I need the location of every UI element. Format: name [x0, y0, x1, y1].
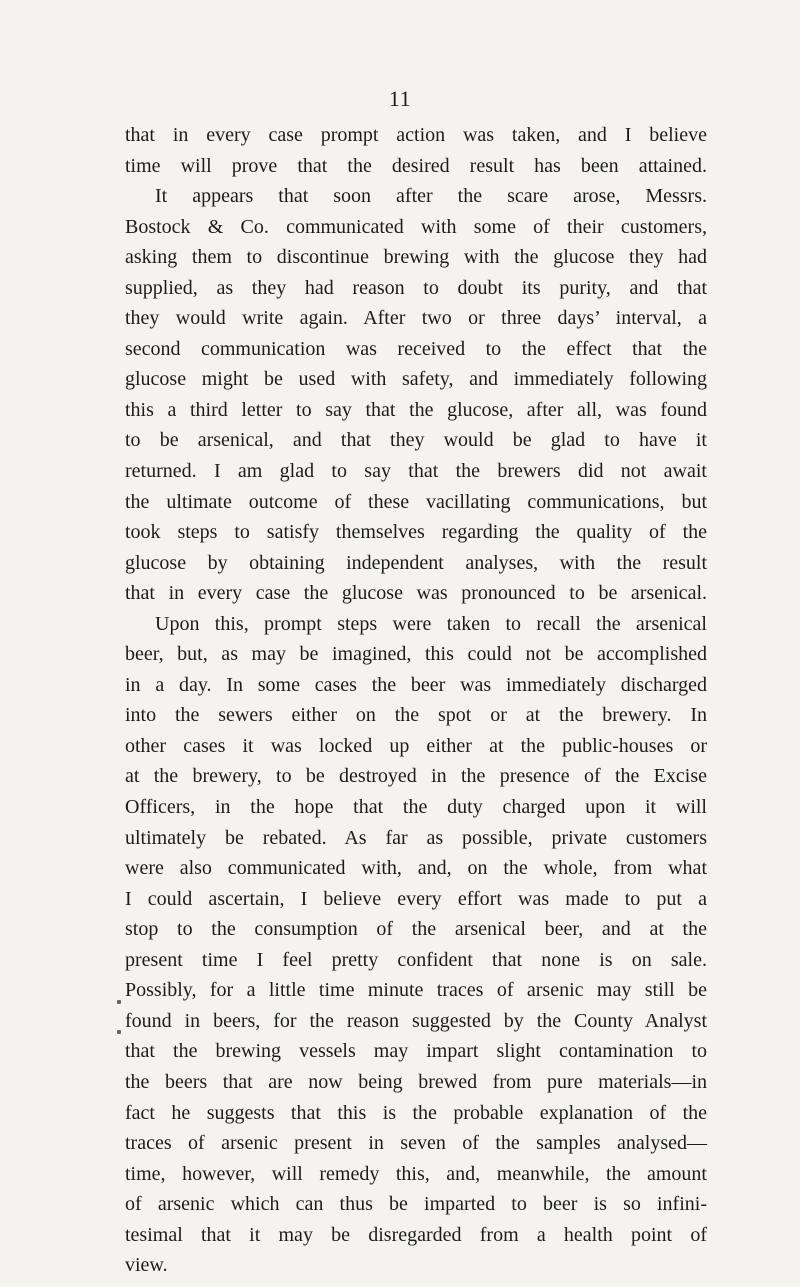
- text-line: the ultimate outcome of these vacillating communications, but: [125, 490, 707, 513]
- text-line: returned. I am glad to say that the brewers did not await: [125, 460, 707, 483]
- text-line: at the brewery, to be destroyed in the presence of the Excise: [125, 765, 707, 788]
- text-line: stop to the consumption of the arsenical beer, and at the: [125, 918, 707, 941]
- paragraph-start-line: Upon this, prompt steps were taken to recall the arsenical: [155, 612, 707, 635]
- page-number: 11: [388, 86, 412, 111]
- text-line: that in every case the glucose was pronounced to be arsenical.: [125, 582, 707, 605]
- text-line: supplied, as they had reason to doubt its purity, and that: [125, 276, 707, 299]
- text-line: that in every case prompt action was taken, and I believe: [125, 124, 707, 146]
- text-line: to be arsenical, and that they would be glad to have it: [125, 429, 707, 452]
- body-text: [125, 120, 707, 1281]
- text-line: second communication was received to the effect that the: [125, 337, 707, 360]
- text-line: glucose by obtaining independent analyses, with the result: [125, 551, 707, 574]
- text-line: that the brewing vessels may impart slight contamination to: [125, 1040, 707, 1063]
- text-line: the beers that are now being brewed from pure materials—in: [125, 1070, 707, 1093]
- text-line: this a third letter to say that the glucose, after all, was found: [125, 398, 707, 421]
- text-line: they would write again. After two or three days’ interval, a: [125, 307, 707, 330]
- text-line: Bostock & Co. communicated with some of their customers,: [125, 215, 707, 238]
- text-line: other cases it was locked up either at the public-houses or: [125, 734, 707, 757]
- text-line: time, however, will remedy this, and, meanwhile, the amount: [125, 1162, 707, 1185]
- paragraph-start-line: It appears that soon after the scare arose, Messrs.: [155, 185, 707, 208]
- text-line: ultimately be rebated. As far as possible, private customers: [125, 826, 707, 849]
- text-line: took steps to satisfy themselves regarding the quality of the: [125, 521, 707, 544]
- text-line: tesimal that it may be disregarded from a health point of: [125, 1223, 707, 1246]
- text-line: in a day. In some cases the beer was immediately discharged: [125, 673, 707, 696]
- text-line: were also communicated with, and, on the whole, from what: [125, 857, 707, 880]
- text-line: asking them to discontinue brewing with the glucose they had: [125, 246, 707, 269]
- margin-speck: [117, 1000, 121, 1004]
- text-line: time will prove that the desired result has been attained.: [125, 154, 707, 177]
- text-line: Possibly, for a little time minute traces of arsenic may still be: [125, 979, 707, 1002]
- text-line: of arsenic which can thus be imparted to beer is so infini-: [125, 1193, 707, 1216]
- text-line: fact he suggests that this is the probable explanation of the: [125, 1101, 707, 1124]
- text-line: traces of arsenic present in seven of the samples analysed—: [125, 1132, 707, 1155]
- text-line: found in beers, for the reason suggested by the County Analyst: [125, 1009, 707, 1032]
- text-line-final: view.: [125, 1254, 168, 1277]
- text-line: glucose might be used with safety, and immediately following: [125, 368, 707, 391]
- text-line: present time I feel pretty confident that none is on sale.: [125, 948, 707, 971]
- text-line: into the sewers either on the spot or at the brewery. In: [125, 704, 707, 727]
- text-line: beer, but, as may be imagined, this could not be accomplished: [125, 643, 707, 666]
- text-line: Officers, in the hope that the duty charged upon it will: [125, 796, 707, 819]
- text-line: I could ascertain, I believe every effort was made to put a: [125, 887, 707, 910]
- margin-speck: [117, 1030, 121, 1034]
